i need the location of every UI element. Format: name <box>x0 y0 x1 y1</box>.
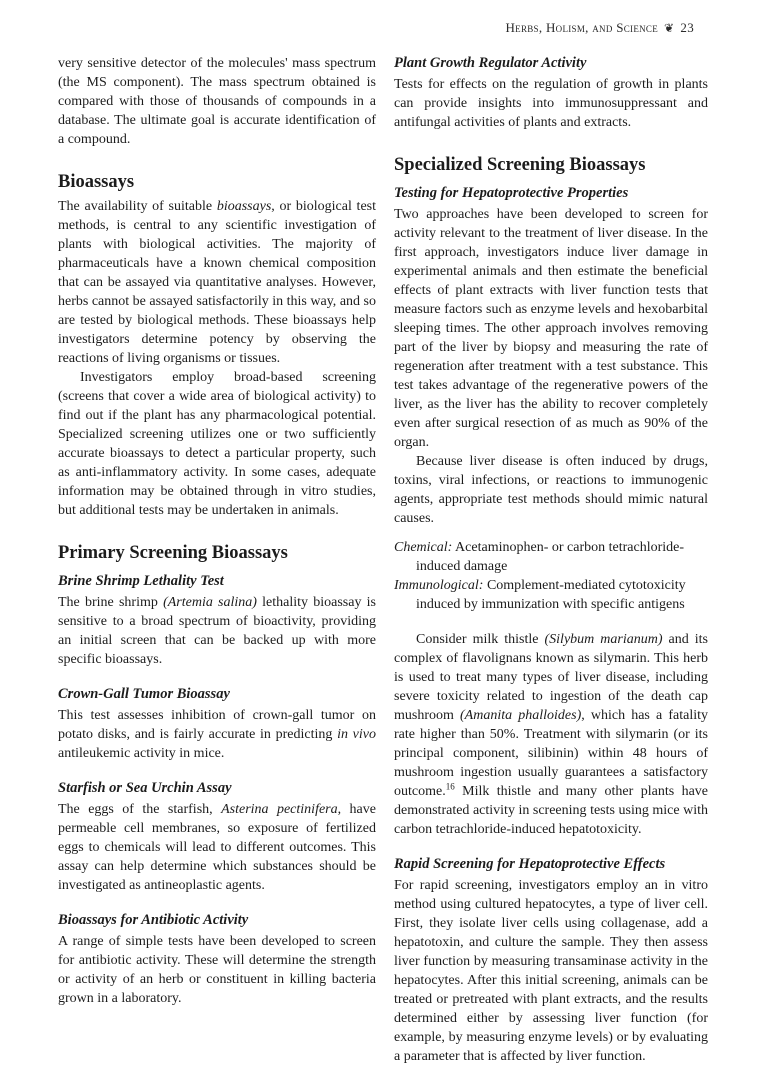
running-head-title: Herbs, Holism, and Science <box>505 20 659 35</box>
running-head <box>505 20 694 36</box>
specialized-screening-heading: Specialized Screening Bioassays <box>394 155 646 175</box>
definition-term: Chemical: <box>394 540 453 555</box>
crown-gall-paragraph: This test assesses inhibition of crown-gall tumor on potato disks, and is fairly accurate in predicting in vivo antileukemic activity in mice. <box>58 708 376 761</box>
plant-growth-paragraph: Tests for effects on the regulation of growth in plants can provide insights into immunosuppressant and antifungal activities of plants and extracts. <box>394 77 708 130</box>
milk-thistle-paragraph: Consider milk thistle (Silybum marianum) and its complex of flavolignans known as silymarin. This herb is used to treat many types of liver disease, including severe toxicity related to ingestion of the death cap mushroom (Amanita phalloides), which has a fatality rate higher than 50%. Treatment with silymarin (or its principal component, silibinin) within 48 hours of mushroom ingestion usually guarantees a satisfactory outcome.$^{16}$ Milk thistle and many other plants have demonstrated activity in screening tests using mice with carbon tetrachloride-induced hepatotoxicity. <box>394 632 708 837</box>
definition-item-immunological <box>394 576 708 614</box>
hepatoprotective-heading: Testing for Hepatoprotective Properties <box>394 185 629 201</box>
bioassays-paragraph-2: Investigators employ broad-based screening (screens that cover a wide area of biological activity) to find out if the plant has any pharmacological potential. Specialized screening utilizes one or two sufficiently accurate bioassays to detect a particular property, such as anti-inflammatory activity. In some cases, adequate information may be obtained through in vitro studies, but additional tests may be undertaken in animals. <box>58 370 376 518</box>
rapid-screening-heading: Rapid Screening for Hepatoprotective Effects <box>394 856 666 872</box>
induction-methods-list <box>394 538 708 614</box>
hepatoprotective-paragraph-1: Two approaches have been developed to screen for activity relevant to the treatment of liver disease. In the first approach, investigators induce liver damage in experimental animals and then estimate the beneficial effects of plant extracts with liver function tests that measure factors such as enzyme levels and hexobarbital sleeping times. The other approach involves removing part of the liver by biopsy and measuring the rate of regeneration after treatment with a test substance. This test takes advantage of the regenerative powers of the liver, as the liver has the ability to recover completely even after surgical resection of as much as 90% of the organ. <box>394 207 708 450</box>
right-column <box>394 54 708 1066</box>
footnote-marker: 16 <box>445 781 455 792</box>
death-cap-species: (Amanita phalloides) <box>460 708 582 723</box>
antibiotic-heading: Bioassays for Antibiotic Activity <box>58 912 249 928</box>
antibiotic-paragraph: A range of simple tests have been developed to screen for antibiotic activity. These will determine the strength or activity of an herb or constituent in killing bacteria grown in a laboratory. <box>58 934 376 1006</box>
definition-text: Acetaminophen- or carbon tetrachloride-induced damage <box>416 540 685 574</box>
in-vivo-term: in vivo <box>337 727 376 742</box>
brine-shrimp-paragraph: The brine shrimp (Artemia salina) lethality bioassay is sensitive to a broad spectrum of bioactivity, providing an initial screen that can be backed up with more specific bioassays. <box>58 595 377 667</box>
rapid-screening-paragraph: For rapid screening, investigators employ an in vitro method using cultured hepatocytes, a type of liver cell. First, they isolate liver cells using collagenase, add a hepatotoxin, and culture the sample. They then assess liver function by measuring transaminase activity in the hepatocytes. After this initial screening, animals can be treated or pretreated with plant extracts, and the results determined either by assessing liver function (for example, by measuring enzyme levels) or by evaluating a parameter that is affected by liver function. <box>394 878 708 1064</box>
plant-growth-heading: Plant Growth Regulator Activity <box>394 55 587 71</box>
fleuron-ornament-icon: ❦ <box>664 20 675 35</box>
brine-shrimp-heading: Brine Shrimp Lethality Test <box>58 573 224 589</box>
starfish-paragraph: The eggs of the starfish, Asterina pectinifera, have permeable cell membranes, so exposure of fertilized eggs to chemicals will lead to different outcomes. This assay can help determine which substances should be investigated as antineoplastic agents. <box>58 802 376 893</box>
hepatoprotective-paragraph-2: Because liver disease is often induced by drugs, toxins, viral infections, or reactions to immunogenic agents, appropriate test methods should mimic natural causes. <box>394 454 708 526</box>
brine-shrimp-species: (Artemia salina) <box>163 595 257 610</box>
primary-screening-heading: Primary Screening Bioassays <box>58 543 288 563</box>
intro-paragraph: very sensitive detector of the molecules' mass spectrum (the MS component). The mass spectrum obtained is compared with those of thousands of compounds in a database. The ultimate goal is accurate identification of a compound. <box>58 56 376 147</box>
starfish-species: Asterina pectinifera <box>221 802 338 817</box>
left-column <box>58 54 376 1008</box>
definition-term: Immunological: <box>394 578 484 593</box>
milk-thistle-species: (Silybum marianum) <box>544 632 663 647</box>
bioassays-paragraph-1: The availability of suitable bioassays, or biological test methods, is central to any scientific investigation of plants with biological activities. The majority of pharmaceuticals have a known chemical composition that can be assayed via quantitative analyses. However, herbs cannot be assayed satisfactorily in this way, and so are tested by biological methods. These bioassays help investigators determine potency by observing the reactions of living organisms or tissues. <box>58 199 376 366</box>
definition-item-chemical <box>394 538 708 576</box>
starfish-heading: Starfish or Sea Urchin Assay <box>58 780 232 796</box>
bioassays-term: bioassays <box>216 199 272 214</box>
page-number: 23 <box>680 20 694 35</box>
crown-gall-heading: Crown-Gall Tumor Bioassay <box>58 686 230 702</box>
bioassays-heading: Bioassays <box>58 172 135 192</box>
definition-text: Complement-mediated cytotoxicity induced by immunization with specific antigens <box>416 578 686 612</box>
